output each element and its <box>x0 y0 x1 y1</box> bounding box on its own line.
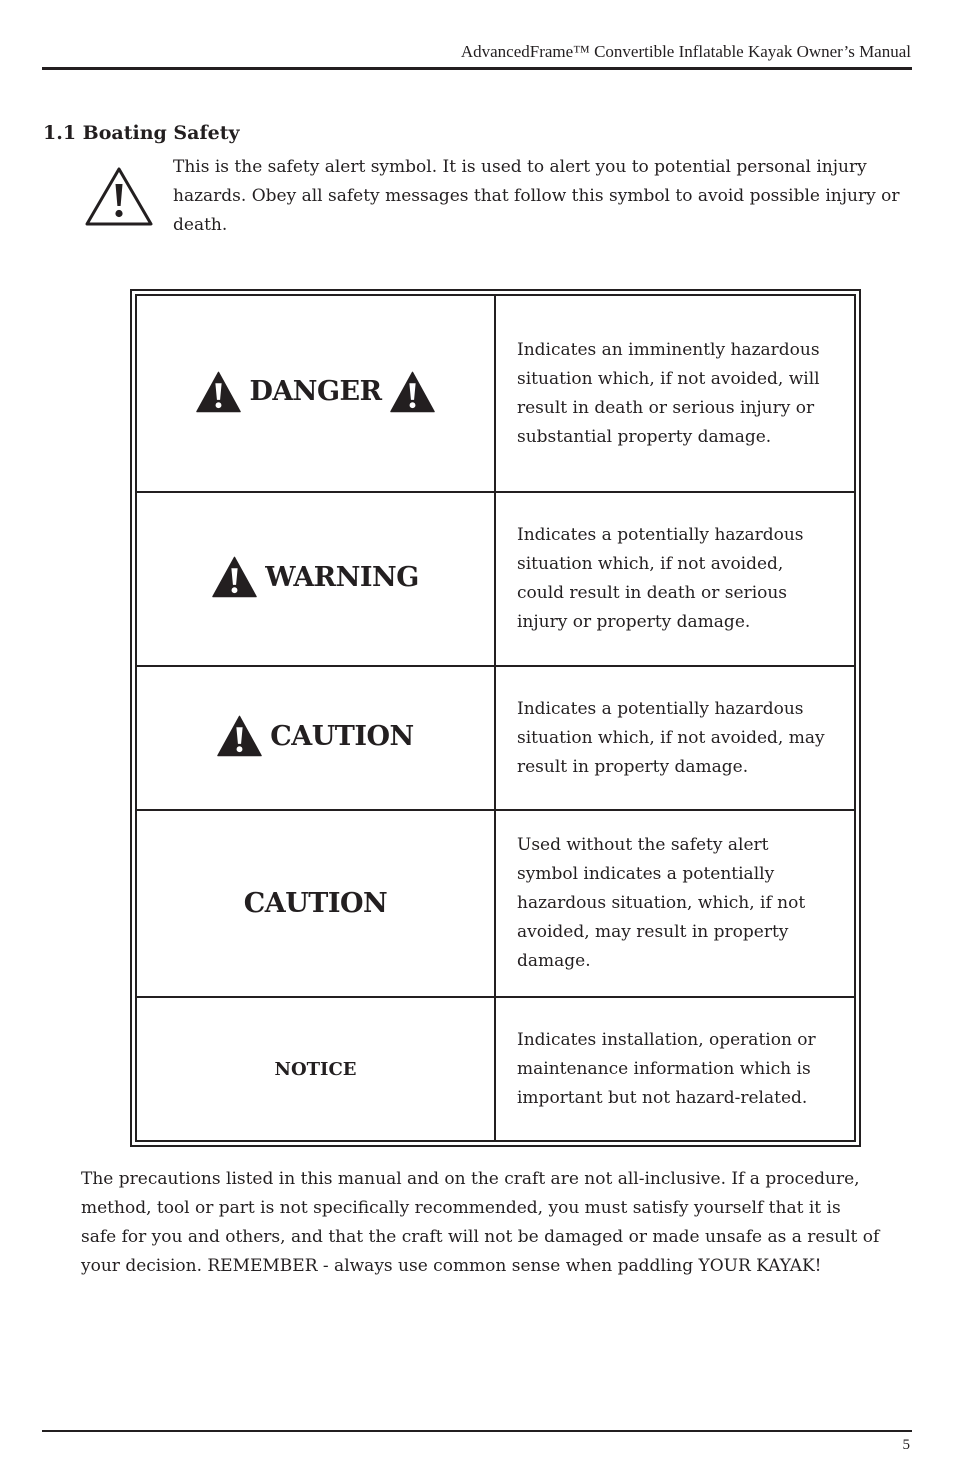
signal-word-caution: CAUTION <box>270 720 414 752</box>
signal-word-notice: NOTICE <box>274 1058 357 1080</box>
section-title: 1.1 Boating Safety <box>43 122 240 144</box>
table-row <box>136 666 855 810</box>
precautions-paragraph: The precautions listed in this manual and on the craft are not all-inclusive. If a procedure, method, tool or part is not specifically recommended, you must satisfy yourself that it is safe for you and others, and that the craft will not be damaged or made unsafe as a result of your decision. REMEMBER - always use common sense when paddling YOUR KAYAK! <box>81 1169 880 1276</box>
signal-description: Used without the safety alert symbol indicates a potentially hazardous situation, which, if not avoided, may result in property damage. <box>495 810 855 997</box>
danger-signal <box>196 371 434 413</box>
warning-triangle-icon <box>217 715 262 757</box>
footer-rule <box>42 1430 912 1432</box>
header-rule <box>42 67 912 70</box>
table-row <box>136 492 855 666</box>
signal-word-danger: DANGER <box>249 376 382 407</box>
signal-word-cell <box>136 492 495 666</box>
warning-signal <box>212 556 419 598</box>
signal-description: Indicates a potentially hazardous situation which, if not avoided, could result in death or serious injury or property damage. <box>495 492 855 666</box>
signal-word-cell <box>136 295 495 492</box>
signal-description: Indicates a potentially hazardous situation which, if not avoided, may result in property damage. <box>495 666 855 810</box>
signal-description: Indicates an imminently hazardous situation which, if not avoided, will result in death or serious injury or substantial property damage. <box>495 295 855 492</box>
warning-triangle-icon <box>390 371 435 413</box>
table-row <box>136 295 855 492</box>
warning-triangle-icon <box>196 371 241 413</box>
signal-word-cell <box>136 810 495 997</box>
table-row <box>136 810 855 997</box>
signal-description: Indicates installation, operation or maintenance information which is important but not hazard-related. <box>495 997 855 1141</box>
safety-symbol-intro: This is the safety alert symbol. It is used to alert you to potential personal injury hazards. Obey all safety messages that follow this symbol to avoid possible injury or death. <box>173 157 900 235</box>
running-header: AdvancedFrame™ Convertible Inflatable Kayak Owner’s Manual <box>460 42 911 61</box>
warning-triangle-icon <box>212 556 257 598</box>
caution-signal <box>217 715 413 757</box>
signal-word-caution-plain: CAUTION <box>243 888 388 919</box>
warning-triangle-icon <box>85 166 153 226</box>
table-row <box>136 997 855 1141</box>
signal-word-cell <box>136 997 495 1141</box>
caution-no-symbol-signal <box>244 888 387 919</box>
page-number: 5 <box>902 1437 910 1453</box>
signal-word-warning: WARNING <box>265 561 419 593</box>
signal-word-cell <box>136 666 495 810</box>
signal-word-table <box>130 289 861 1147</box>
